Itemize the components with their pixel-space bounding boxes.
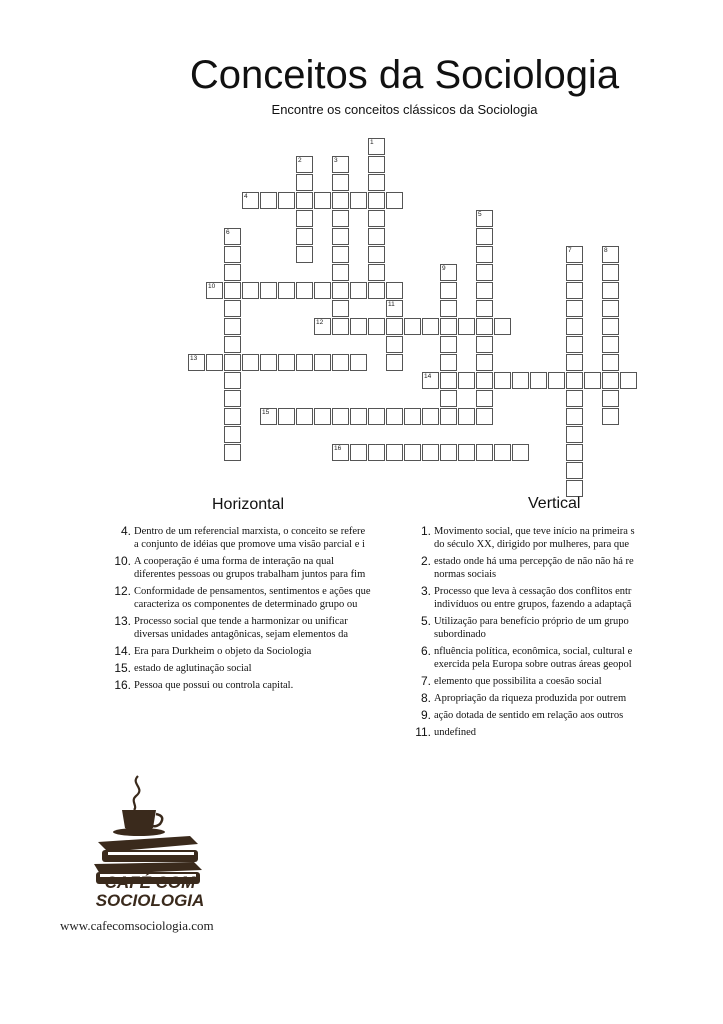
crossword-cell[interactable]: [224, 426, 241, 443]
cell-number: 9: [442, 265, 446, 272]
clue-text: Dentro de um referencial marxista, o conceito se refere: [134, 526, 366, 537]
crossword-cell[interactable]: [566, 462, 583, 479]
crossword-cell[interactable]: [278, 408, 295, 425]
cell-number: 10: [208, 283, 216, 290]
vertical-clue: [412, 709, 666, 722]
clue-text: undefined: [434, 727, 476, 738]
clue-number: 3.: [420, 585, 431, 598]
crossword-cell[interactable]: [566, 282, 583, 299]
page-subtitle: Encontre os conceitos clássicos da Sociologia: [271, 102, 538, 117]
clue-text: caracteriza os componentes de determinado grupo ou: [134, 599, 358, 610]
crossword-cell[interactable]: [620, 372, 637, 389]
crossword-cell[interactable]: [332, 246, 349, 263]
clue-text: Apropriação da riqueza produzida por outrem: [434, 693, 627, 704]
crossword-cell[interactable]: [368, 246, 385, 263]
crossword-cell[interactable]: [386, 318, 403, 335]
crossword-cell[interactable]: [224, 408, 241, 425]
crossword-cell[interactable]: [332, 174, 349, 191]
vertical-clue: [412, 585, 666, 611]
crossword-cell[interactable]: [422, 444, 439, 461]
cell-number: 8: [604, 247, 608, 254]
crossword-cell[interactable]: [566, 318, 583, 335]
crossword-cell[interactable]: [224, 300, 241, 317]
clue-number: 9.: [420, 709, 431, 722]
horizontal-clue: [112, 585, 412, 611]
clue-number: 14.: [114, 645, 131, 658]
crossword-cell[interactable]: [278, 282, 295, 299]
crossword-cell[interactable]: [422, 318, 439, 335]
crossword-cell[interactable]: [314, 408, 331, 425]
crossword-cell[interactable]: [296, 228, 313, 245]
crossword-cell[interactable]: [602, 372, 619, 389]
clue-text: nfluência política, econômica, social, cultural e: [434, 646, 633, 657]
clue-text: A cooperação é uma forma de interação na qual: [134, 556, 334, 567]
crossword-cell[interactable]: [350, 444, 367, 461]
clue-number: 12.: [114, 585, 131, 598]
crossword-cell[interactable]: [458, 444, 475, 461]
crossword-cell[interactable]: [260, 354, 277, 371]
crossword-cell[interactable]: [350, 282, 367, 299]
crossword-cell[interactable]: [296, 210, 313, 227]
crossword-cell[interactable]: [278, 192, 295, 209]
crossword-cell[interactable]: [440, 318, 457, 335]
clue-number: 7.: [420, 675, 431, 688]
crossword-cell[interactable]: [332, 282, 349, 299]
crossword-cell[interactable]: [332, 318, 349, 335]
horizontal-clue: [112, 645, 412, 658]
crossword-cell[interactable]: [602, 354, 619, 371]
crossword-cell[interactable]: [602, 300, 619, 317]
crossword-cell[interactable]: [404, 408, 421, 425]
crossword-cell[interactable]: [476, 282, 493, 299]
crossword-cell[interactable]: [440, 336, 457, 353]
clue-text: exercida pela Europa sobre outras áreas geopol: [434, 659, 632, 670]
clue-text: Utilização para benefício próprio de um grupo: [434, 616, 629, 627]
cell-number: 6: [226, 229, 230, 236]
crossword-cell[interactable]: [602, 408, 619, 425]
crossword-cell[interactable]: [602, 318, 619, 335]
crossword-cell[interactable]: [332, 210, 349, 227]
coffee-cup-icon: [113, 810, 165, 836]
crossword-cell[interactable]: [386, 408, 403, 425]
clue-text: Era para Durkheim o objeto da Sociologia: [134, 646, 312, 657]
crossword-cell[interactable]: [332, 192, 349, 209]
clue-text: estado onde há uma percepção de não não há re: [434, 556, 634, 567]
crossword-cell[interactable]: [350, 192, 367, 209]
steam-icon: [134, 776, 140, 810]
crossword-cell[interactable]: [224, 444, 241, 461]
crossword-cell[interactable]: [476, 228, 493, 245]
crossword-cell[interactable]: [476, 354, 493, 371]
cell-number: 11: [388, 301, 395, 308]
clue-text: Processo que leva à cessação dos conflitos entr: [434, 586, 632, 597]
crossword-cell[interactable]: [368, 408, 385, 425]
crossword-cell[interactable]: [476, 264, 493, 281]
page-title: Conceitos da Sociologia: [189, 53, 620, 97]
vertical-clue: [412, 555, 666, 581]
crossword-cell[interactable]: [368, 210, 385, 227]
clue-text: estado de aglutinação social: [134, 663, 252, 674]
clue-number: 8.: [420, 692, 431, 705]
clue-text: normas sociais: [434, 569, 497, 580]
website-url[interactable]: www.cafecomsociologia.com: [60, 918, 214, 933]
crossword-cell[interactable]: [440, 372, 457, 389]
crossword-cell[interactable]: [224, 390, 241, 407]
crossword-cell[interactable]: [440, 408, 457, 425]
cell-number: 7: [568, 247, 572, 254]
clue-number: 16.: [114, 679, 131, 692]
clue-number: 2.: [420, 555, 431, 568]
crossword-cell[interactable]: [494, 444, 511, 461]
cell-number: 14: [424, 373, 432, 380]
crossword-cell[interactable]: [296, 354, 313, 371]
crossword-cell[interactable]: [224, 246, 241, 263]
crossword-cell[interactable]: [296, 192, 313, 209]
vertical-clue: [412, 726, 666, 739]
clue-number: 11.: [415, 726, 431, 739]
crossword-cell[interactable]: [260, 192, 277, 209]
crossword-cell[interactable]: [476, 318, 493, 335]
clue-number: 1.: [420, 525, 431, 538]
vertical-clue: [412, 645, 666, 671]
logo-line-2: SOCIOLOGIA: [95, 891, 205, 910]
crossword-cell[interactable]: [602, 390, 619, 407]
crossword-cell[interactable]: [368, 444, 385, 461]
crossword-cell[interactable]: [368, 192, 385, 209]
crossword-cell[interactable]: [350, 354, 367, 371]
crossword-cell[interactable]: [476, 300, 493, 317]
crossword-cell[interactable]: [566, 300, 583, 317]
cell-number: 13: [190, 355, 198, 362]
clue-text: subordinado: [434, 629, 486, 640]
crossword-cell[interactable]: [386, 282, 403, 299]
clue-number: 15.: [114, 662, 131, 675]
clue-text: Movimento social, que teve início na primeira s: [434, 526, 635, 537]
crossword-cell[interactable]: [566, 426, 583, 443]
clue-text: do século XX, dirigido por mulheres, para que: [434, 539, 630, 550]
crossword-cell[interactable]: [332, 264, 349, 281]
horizontal-clue: [112, 679, 412, 692]
crossword-cell[interactable]: [512, 444, 529, 461]
cell-number: 16: [334, 445, 342, 452]
crossword-cell[interactable]: [242, 354, 259, 371]
crossword-cell[interactable]: [386, 192, 403, 209]
crossword-cell[interactable]: [440, 300, 457, 317]
crossword-cell[interactable]: [476, 444, 493, 461]
crossword-cell[interactable]: [332, 228, 349, 245]
crossword-cell[interactable]: [224, 282, 241, 299]
crossword-cell[interactable]: [566, 354, 583, 371]
clue-text: diversas unidades antagônicas, sejam elementos da: [134, 629, 349, 640]
crossword-cell[interactable]: [368, 174, 385, 191]
crossword-cell[interactable]: [296, 282, 313, 299]
cell-number: 4: [244, 193, 248, 200]
crossword-cell[interactable]: [296, 246, 313, 263]
crossword-cell[interactable]: [314, 192, 331, 209]
crossword-cell[interactable]: [224, 264, 241, 281]
cell-number: 2: [298, 157, 302, 164]
crossword-cell[interactable]: [494, 372, 511, 389]
clue-text: Pessoa que possui ou controla capital.: [134, 680, 294, 691]
horizontal-clue-list: [112, 525, 412, 696]
crossword-cell[interactable]: [440, 444, 457, 461]
crossword-cell[interactable]: [440, 390, 457, 407]
crossword-cell[interactable]: [530, 372, 547, 389]
crossword-cell[interactable]: [368, 264, 385, 281]
crossword-cell[interactable]: [368, 318, 385, 335]
horizontal-clue: [112, 662, 412, 675]
crossword-cell[interactable]: [548, 372, 565, 389]
clue-number: 10.: [114, 555, 131, 568]
cell-number: 1: [370, 139, 374, 146]
clue-text: a conjunto de idéias que promove uma visão parcial e i: [134, 539, 365, 550]
crossword-cell[interactable]: [440, 282, 457, 299]
clue-text: indivíduos ou entre grupos, fazendo a adaptaçã: [434, 599, 632, 610]
crossword-cell[interactable]: [386, 336, 403, 353]
crossword-cell[interactable]: [242, 282, 259, 299]
crossword-cell[interactable]: [332, 354, 349, 371]
crossword-cell[interactable]: [404, 318, 421, 335]
crossword-cell[interactable]: [332, 408, 349, 425]
crossword-cell[interactable]: [566, 264, 583, 281]
crossword-cell[interactable]: [458, 318, 475, 335]
vertical-clue: [412, 615, 666, 641]
crossword-cell[interactable]: [350, 318, 367, 335]
crossword-cell[interactable]: [566, 444, 583, 461]
crossword-cell[interactable]: [602, 336, 619, 353]
horizontal-clue: [112, 525, 412, 551]
clue-text: Conformidade de pensamentos, sentimentos e ações que: [134, 586, 371, 597]
crossword-cell[interactable]: [602, 264, 619, 281]
crossword-cell[interactable]: [602, 282, 619, 299]
vertical-heading: Vertical: [528, 495, 581, 512]
crossword-cell[interactable]: [368, 282, 385, 299]
crossword-cell[interactable]: [224, 354, 241, 371]
horizontal-heading: Horizontal: [212, 496, 285, 513]
crossword-cell[interactable]: [566, 408, 583, 425]
crossword-cell[interactable]: [566, 336, 583, 353]
crossword-cell[interactable]: [566, 390, 583, 407]
clue-number: 4.: [120, 525, 131, 538]
crossword-cell[interactable]: [296, 174, 313, 191]
cell-number: 3: [334, 157, 338, 164]
crossword-grid: [0, 0, 723, 500]
crossword-cell[interactable]: [224, 318, 241, 335]
crossword-cell[interactable]: [260, 282, 277, 299]
crossword-cell[interactable]: [350, 408, 367, 425]
crossword-cell[interactable]: [314, 282, 331, 299]
crossword-cell[interactable]: [512, 372, 529, 389]
vertical-clue-list: [412, 525, 666, 743]
clue-number: 5.: [420, 615, 431, 628]
clue-text: ação dotada de sentido em relação aos outros: [434, 710, 624, 721]
crossword-cell[interactable]: [278, 354, 295, 371]
clue-number: 6.: [420, 645, 431, 658]
crossword-cell[interactable]: [458, 372, 475, 389]
crossword-cell[interactable]: [224, 336, 241, 353]
clue-text: elemento que possibilita a coesão social: [434, 676, 602, 687]
crossword-cell[interactable]: [404, 444, 421, 461]
crossword-cell[interactable]: [476, 372, 493, 389]
crossword-cell[interactable]: [368, 156, 385, 173]
logo-wordmark: [95, 874, 205, 910]
vertical-clue: [412, 692, 666, 705]
clue-text: Processo social que tende a harmonizar ou unificar: [134, 616, 348, 627]
crossword-cell[interactable]: [566, 372, 583, 389]
vertical-clue: [412, 675, 666, 688]
cell-number: 5: [478, 211, 482, 218]
crossword-cell[interactable]: [296, 408, 313, 425]
crossword-cell[interactable]: [422, 408, 439, 425]
logo-line-1: CAFÉ COM: [104, 873, 196, 892]
crossword-cell[interactable]: [386, 444, 403, 461]
crossword-cell[interactable]: [440, 354, 457, 371]
crossword-cell[interactable]: [584, 372, 601, 389]
clue-number: 13.: [114, 615, 131, 628]
crossword-cell[interactable]: [332, 300, 349, 317]
crossword-cell[interactable]: [494, 318, 511, 335]
vertical-clue: [412, 525, 666, 551]
crossword-cell[interactable]: [476, 408, 493, 425]
horizontal-clue: [112, 555, 412, 581]
crossword-cell[interactable]: [476, 336, 493, 353]
clue-text: diferentes pessoas ou grupos trabalham juntos para fim: [134, 569, 366, 580]
crossword-cell[interactable]: [458, 408, 475, 425]
crossword-cell[interactable]: [386, 354, 403, 371]
crossword-cell[interactable]: [368, 228, 385, 245]
crossword-cell[interactable]: [476, 246, 493, 263]
horizontal-clue: [112, 615, 412, 641]
crossword-cell[interactable]: [476, 390, 493, 407]
cell-number: 15: [262, 409, 270, 416]
crossword-cell[interactable]: [314, 354, 331, 371]
cell-number: 12: [316, 319, 324, 326]
crossword-cell[interactable]: [224, 372, 241, 389]
crossword-cell[interactable]: [206, 354, 223, 371]
